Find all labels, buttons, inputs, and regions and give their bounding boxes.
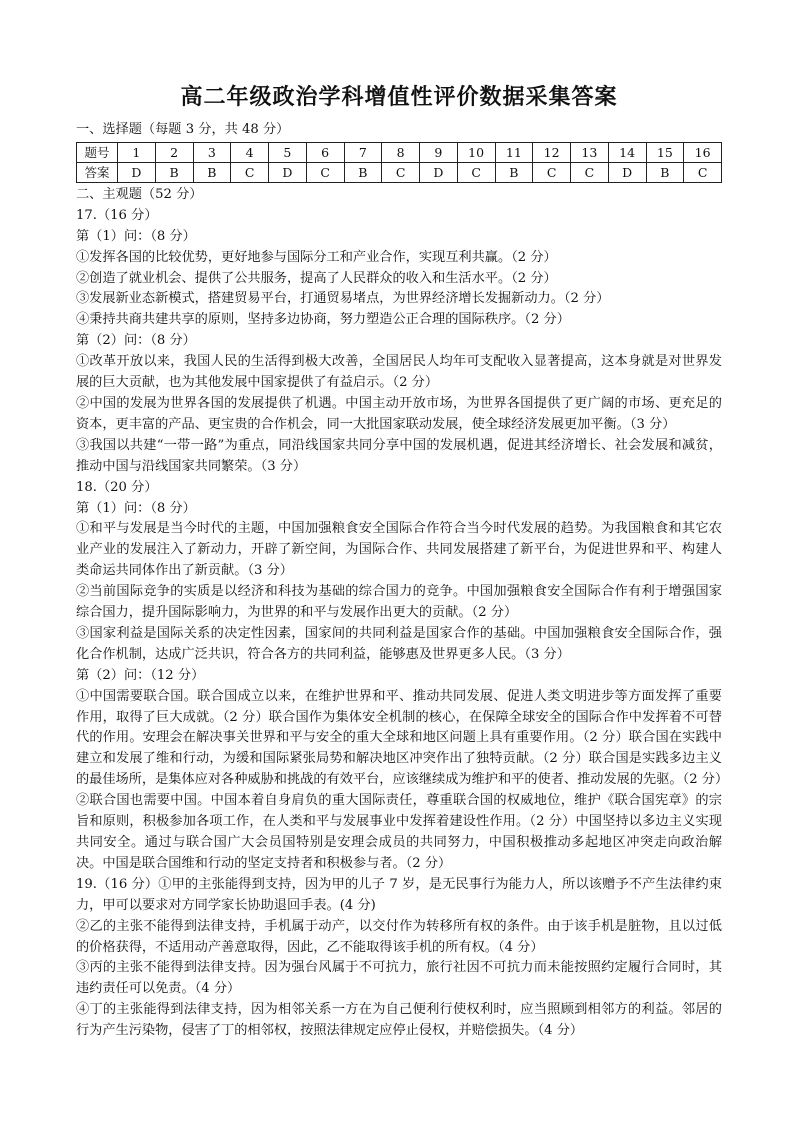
- answer-line: ③我国以共建“一带一路”为重点，同沿线国家共同分享中国的发展机遇，促进其经济增长、社会发展和减贫，推动中国与沿线国家共同繁荣。（3 分）: [76, 437, 722, 474]
- answer-line: ②乙的主张不能得到法律支持，手机属于动产，以交付作为转移所有权的条件。由于该手机是脏物，且以过低的价格获得，不适用动产善意取得，因此，乙不能取得该手机的所有权。（4 分）: [76, 918, 722, 955]
- page-title: 高二年级政治学科增值性评价数据采集答案: [180, 84, 618, 110]
- answer-cell: C: [533, 162, 571, 182]
- question-number-cell: 16: [684, 142, 722, 162]
- question-number-cell: 9: [420, 142, 458, 162]
- answer-cell: C: [571, 162, 609, 182]
- answer-line: ③国家利益是国际关系的决定性因素，国家间的共同利益是国家合作的基础。中国加强粮食安全国际合作，强化合作机制，达成广泛共识，符合各方的共同利益，能够惠及世界更多人民。（3 分）: [76, 625, 722, 662]
- question-number-cell: 8: [382, 142, 420, 162]
- answer-line: ②创造了就业机会、提供了公共服务，提高了人民群众的收入和生活水平。（2 分）: [76, 270, 557, 286]
- answer-line: ②中国的发展为世界各国的发展提供了机遇。中国主动开放市场，为世界各国提供了更广阔的市场、更充足的资本，更丰富的产品、更宝贵的合作机会，同一大批国家联动发展，使全球经济发展更加平衡。（3 分）: [76, 395, 722, 432]
- answer-cell: B: [646, 162, 684, 182]
- answer-cell: C: [457, 162, 495, 182]
- answer-line: 19.（16 分）①甲的主张能得到支持，因为甲的儿子 7 岁，是无民事行为能力人，所以该赠予不产生法律约束力，甲可以要求对方同学家长协助退回手表。(4 分): [76, 876, 722, 913]
- answer-cell: C: [684, 162, 722, 182]
- answer-line: 18.（20 分）: [76, 479, 158, 495]
- question-number-cell: 10: [457, 142, 495, 162]
- section2-heading: 二、主观题（52 分）: [76, 186, 203, 202]
- answer-line: ③丙的主张不能得到法律支持。因为强台风属于不可抗力，旅行社因不可抗力而未能按照约定履行合同时，其违约责任可以免责。（4 分）: [76, 960, 722, 997]
- answer-line: ④秉持共商共建共享的原则，坚持多边协商，努力塑造公正合理的国际秩序。（2 分）: [76, 312, 570, 328]
- row-label: 题号: [77, 142, 118, 162]
- section2-body: [76, 206, 729, 1042]
- row-label: 答案: [77, 162, 118, 182]
- question-number-row: [77, 142, 722, 162]
- answer-cell: C: [306, 162, 344, 182]
- answer-cell: C: [382, 162, 420, 182]
- answer-cell: D: [608, 162, 646, 182]
- answer-cell: D: [269, 162, 307, 182]
- answer-line: 第（2）问：（12 分）: [76, 667, 205, 683]
- answer-document: [76, 82, 729, 1042]
- answer-line: ②联合国也需要中国。中国本着自身肩负的重大国际责任，尊重联合国的权威地位，维护《联合国宪章》的宗旨和原则，积极参加各项工作，在人类和平与发展事业中发挥着建设性作用。（2 分）中国坚持以多边主义实现共同安全。通过与联合国广大会员国特别是安理会成员的共同努力，中国积极推动多起地区冲突走向政治解决。中国是联合国维和行动的坚定支持者和积极参与者。（2 分）: [76, 793, 722, 871]
- answer-line: ①和平与发展是当今时代的主题，中国加强粮食安全国际合作符合当今时代发展的趋势。为我国粮食和其它农业产业的发展注入了新动力，开辟了新空间，为国际合作、共同发展搭建了新平台，为促进世界和平、构建人类命运共同体作出了新贡献。（3 分）: [76, 521, 722, 579]
- answer-line: 第（2）问：（8 分）: [76, 333, 196, 349]
- answer-line: ①改革开放以来，我国人民的生活得到极大改善，全国居民人均年可支配收入显著提高，这本身就是对世界发展的巨大贡献，也为其他发展中国家提供了有益启示。（2 分）: [76, 354, 722, 391]
- question-number-cell: 15: [646, 142, 684, 162]
- answer-cell: B: [344, 162, 382, 182]
- section1-heading: 一、选择题（每题 3 分，共 48 分）: [76, 122, 290, 137]
- question-number-cell: 4: [231, 142, 269, 162]
- question-number-cell: 1: [118, 142, 156, 162]
- question-number-cell: 2: [155, 142, 193, 162]
- answer-line: ②当前国际竞争的实质是以经济和科技为基础的综合国力的竞争。中国加强粮食安全国际合作有利于增强国家综合国力，提升国际影响力，为世界的和平与发展作出更大的贡献。（2 分）: [76, 584, 722, 621]
- question-number-cell: 3: [193, 142, 231, 162]
- question-number-cell: 7: [344, 142, 382, 162]
- answer-cell: C: [231, 162, 269, 182]
- answer-line: ①中国需要联合国。联合国成立以来，在维护世界和平、推动共同发展、促进人类文明进步等方面发挥了重要作用，取得了巨大成就。（2 分）联合国作为集体安全机制的核心，在保障全球安全的国际合作中发挥着不可替代的作用。安理会在解决事关世界和平与安全的重大全球和地区问题上具有重要作用。（2 分）联合国在实践中建立和发展了维和行动，为缓和国际紧张局势和解决地区冲突作出了独特贡献。（2 分）联合国是实践多边主义的最佳场所，是集体应对各种威胁和挑战的有效平台，应该继续成为维护和平的使者、推动发展的先驱。（2 分）: [76, 688, 729, 788]
- answer-line: 17.（16 分）: [76, 207, 158, 223]
- question-number-cell: 6: [306, 142, 344, 162]
- question-number-cell: 12: [533, 142, 571, 162]
- question-number-cell: 14: [608, 142, 646, 162]
- answer-line: ④丁的主张能得到法律支持，因为相邻关系一方在为自己便利行使权利时，应当照顾到相邻方的利益。邻居的行为产生污染物，侵害了丁的相邻权，按照法律规定应停止侵权，并赔偿损失。（4 分）: [76, 1002, 722, 1039]
- answer-line: ③发展新业态新模式，搭建贸易平台，打通贸易堵点，为世界经济增长发掘新动力。（2 分）: [76, 291, 610, 307]
- answer-cell: D: [118, 162, 156, 182]
- answer-line: ①发挥各国的比较优势，更好地参与国际分工和产业合作，实现互利共赢。（2 分）: [76, 249, 557, 265]
- answer-line: 第（1）问：（8 分）: [76, 228, 196, 244]
- question-number-cell: 5: [269, 142, 307, 162]
- question-number-cell: 13: [571, 142, 609, 162]
- answer-line: 第（1）问：（8 分）: [76, 500, 196, 516]
- answer-cell: B: [155, 162, 193, 182]
- answer-cell: B: [495, 162, 533, 182]
- answer-row: [77, 162, 722, 182]
- answer-table: [76, 142, 722, 183]
- question-number-cell: 11: [495, 142, 533, 162]
- answer-cell: B: [193, 162, 231, 182]
- answer-cell: D: [420, 162, 458, 182]
